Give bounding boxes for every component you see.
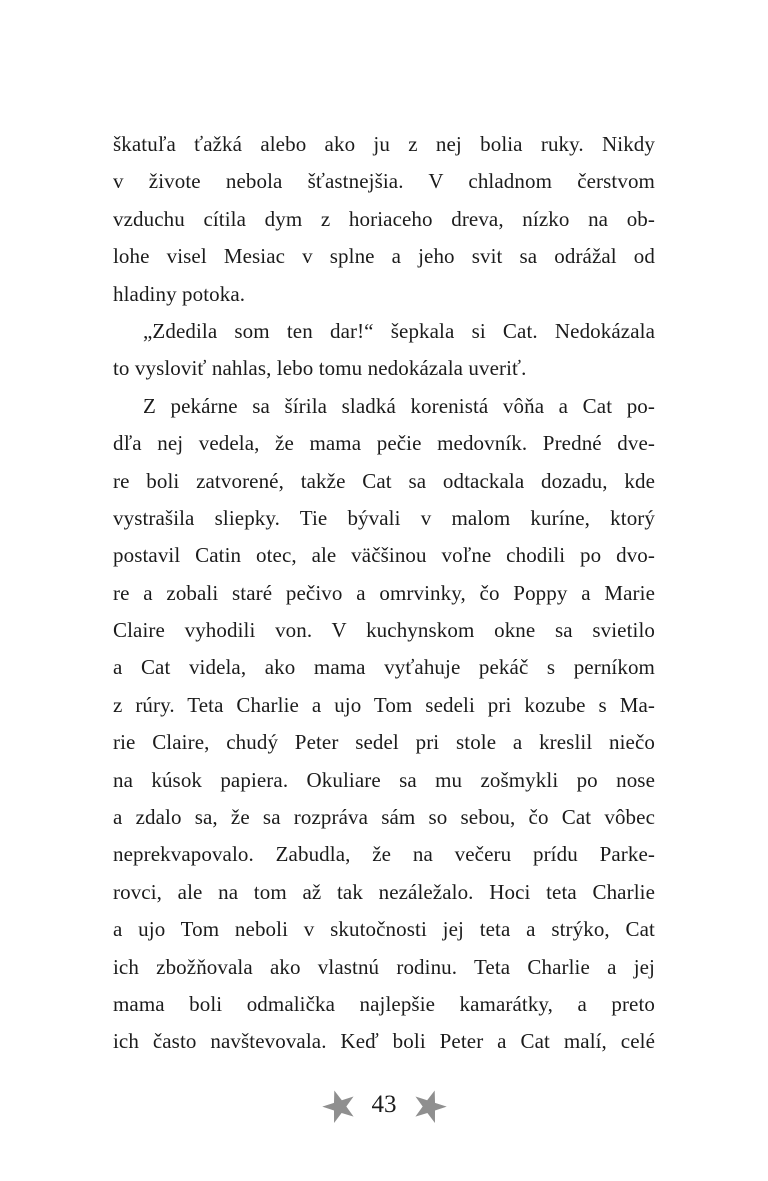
page-footer — [0, 1089, 768, 1124]
text-line: ich často navštevovala. Keď boli Peter a Cat malí, celé — [113, 1029, 655, 1054]
text-line: postavil Catin otec, ale väčšinou voľne chodili po dvo- — [113, 543, 655, 568]
text-line: neprekvapovalo. Zabudla, že na večeru prídu Parke- — [113, 842, 655, 867]
star-icon — [407, 1084, 451, 1128]
text-line: lohe visel Mesiac v splne a jeho svit sa odrážal od — [113, 244, 655, 269]
text-line: a ujo Tom neboli v skutočnosti jej teta a strýko, Cat — [113, 917, 655, 942]
text-line: ich zbožňovala ako vlastnú rodinu. Teta Charlie a jej — [113, 954, 655, 979]
text-line: z rúry. Teta Charlie a ujo Tom sedeli pri kozube s Ma- — [113, 692, 655, 717]
text-line: rie Claire, chudý Peter sedel pri stole a kreslil niečo — [113, 730, 655, 755]
text-line: vystrašila sliepky. Tie bývali v malom kuríne, ktorý — [113, 505, 655, 530]
text-line: „Zdedila som ten dar!“ šepkala si Cat. Nedokázala — [143, 318, 655, 343]
star-icon — [317, 1084, 361, 1128]
text-line: hladiny potoka. — [113, 281, 246, 306]
text-line: re a zobali staré pečivo a omrvinky, čo Poppy a Marie — [113, 580, 655, 605]
text-line: vzduchu cítila dym z horiaceho dreva, nízko na ob- — [113, 206, 655, 231]
text-line: rovci, ale na tom až tak nezáležalo. Hoci teta Charlie — [113, 879, 655, 904]
text-line: dľa nej vedela, že mama pečie medovník. Predné dve- — [113, 431, 655, 456]
text-line: na kúsok papiera. Okuliare sa mu zošmykli po nose — [113, 767, 655, 792]
body-text — [113, 126, 655, 1061]
text-line: škatuľa ťažká alebo ako ju z nej bolia ruky. Nikdy — [113, 132, 655, 156]
text-line: a Cat videla, ako mama vyťahuje pekáč s perníkom — [113, 655, 655, 680]
text-line: Claire vyhodili von. V kuchynskom okne sa svietilo — [113, 618, 655, 643]
text-line: re boli zatvorené, takže Cat sa odtackala dozadu, kde — [113, 468, 655, 493]
text-line: Z pekárne sa šírila sladká korenistá vôňa a Cat po- — [143, 393, 655, 418]
text-line: a zdalo sa, že sa rozpráva sám so sebou, čo Cat vôbec — [113, 805, 655, 830]
text-line: mama boli odmalička najlepšie kamarátky, a preto — [113, 991, 655, 1016]
text-line: v živote nebola šťastnejšia. V chladnom čerstvom — [113, 169, 655, 194]
text-line: to vysloviť nahlas, lebo tomu nedokázala uveriť. — [113, 356, 527, 381]
page-number: 43 — [371, 1091, 397, 1118]
